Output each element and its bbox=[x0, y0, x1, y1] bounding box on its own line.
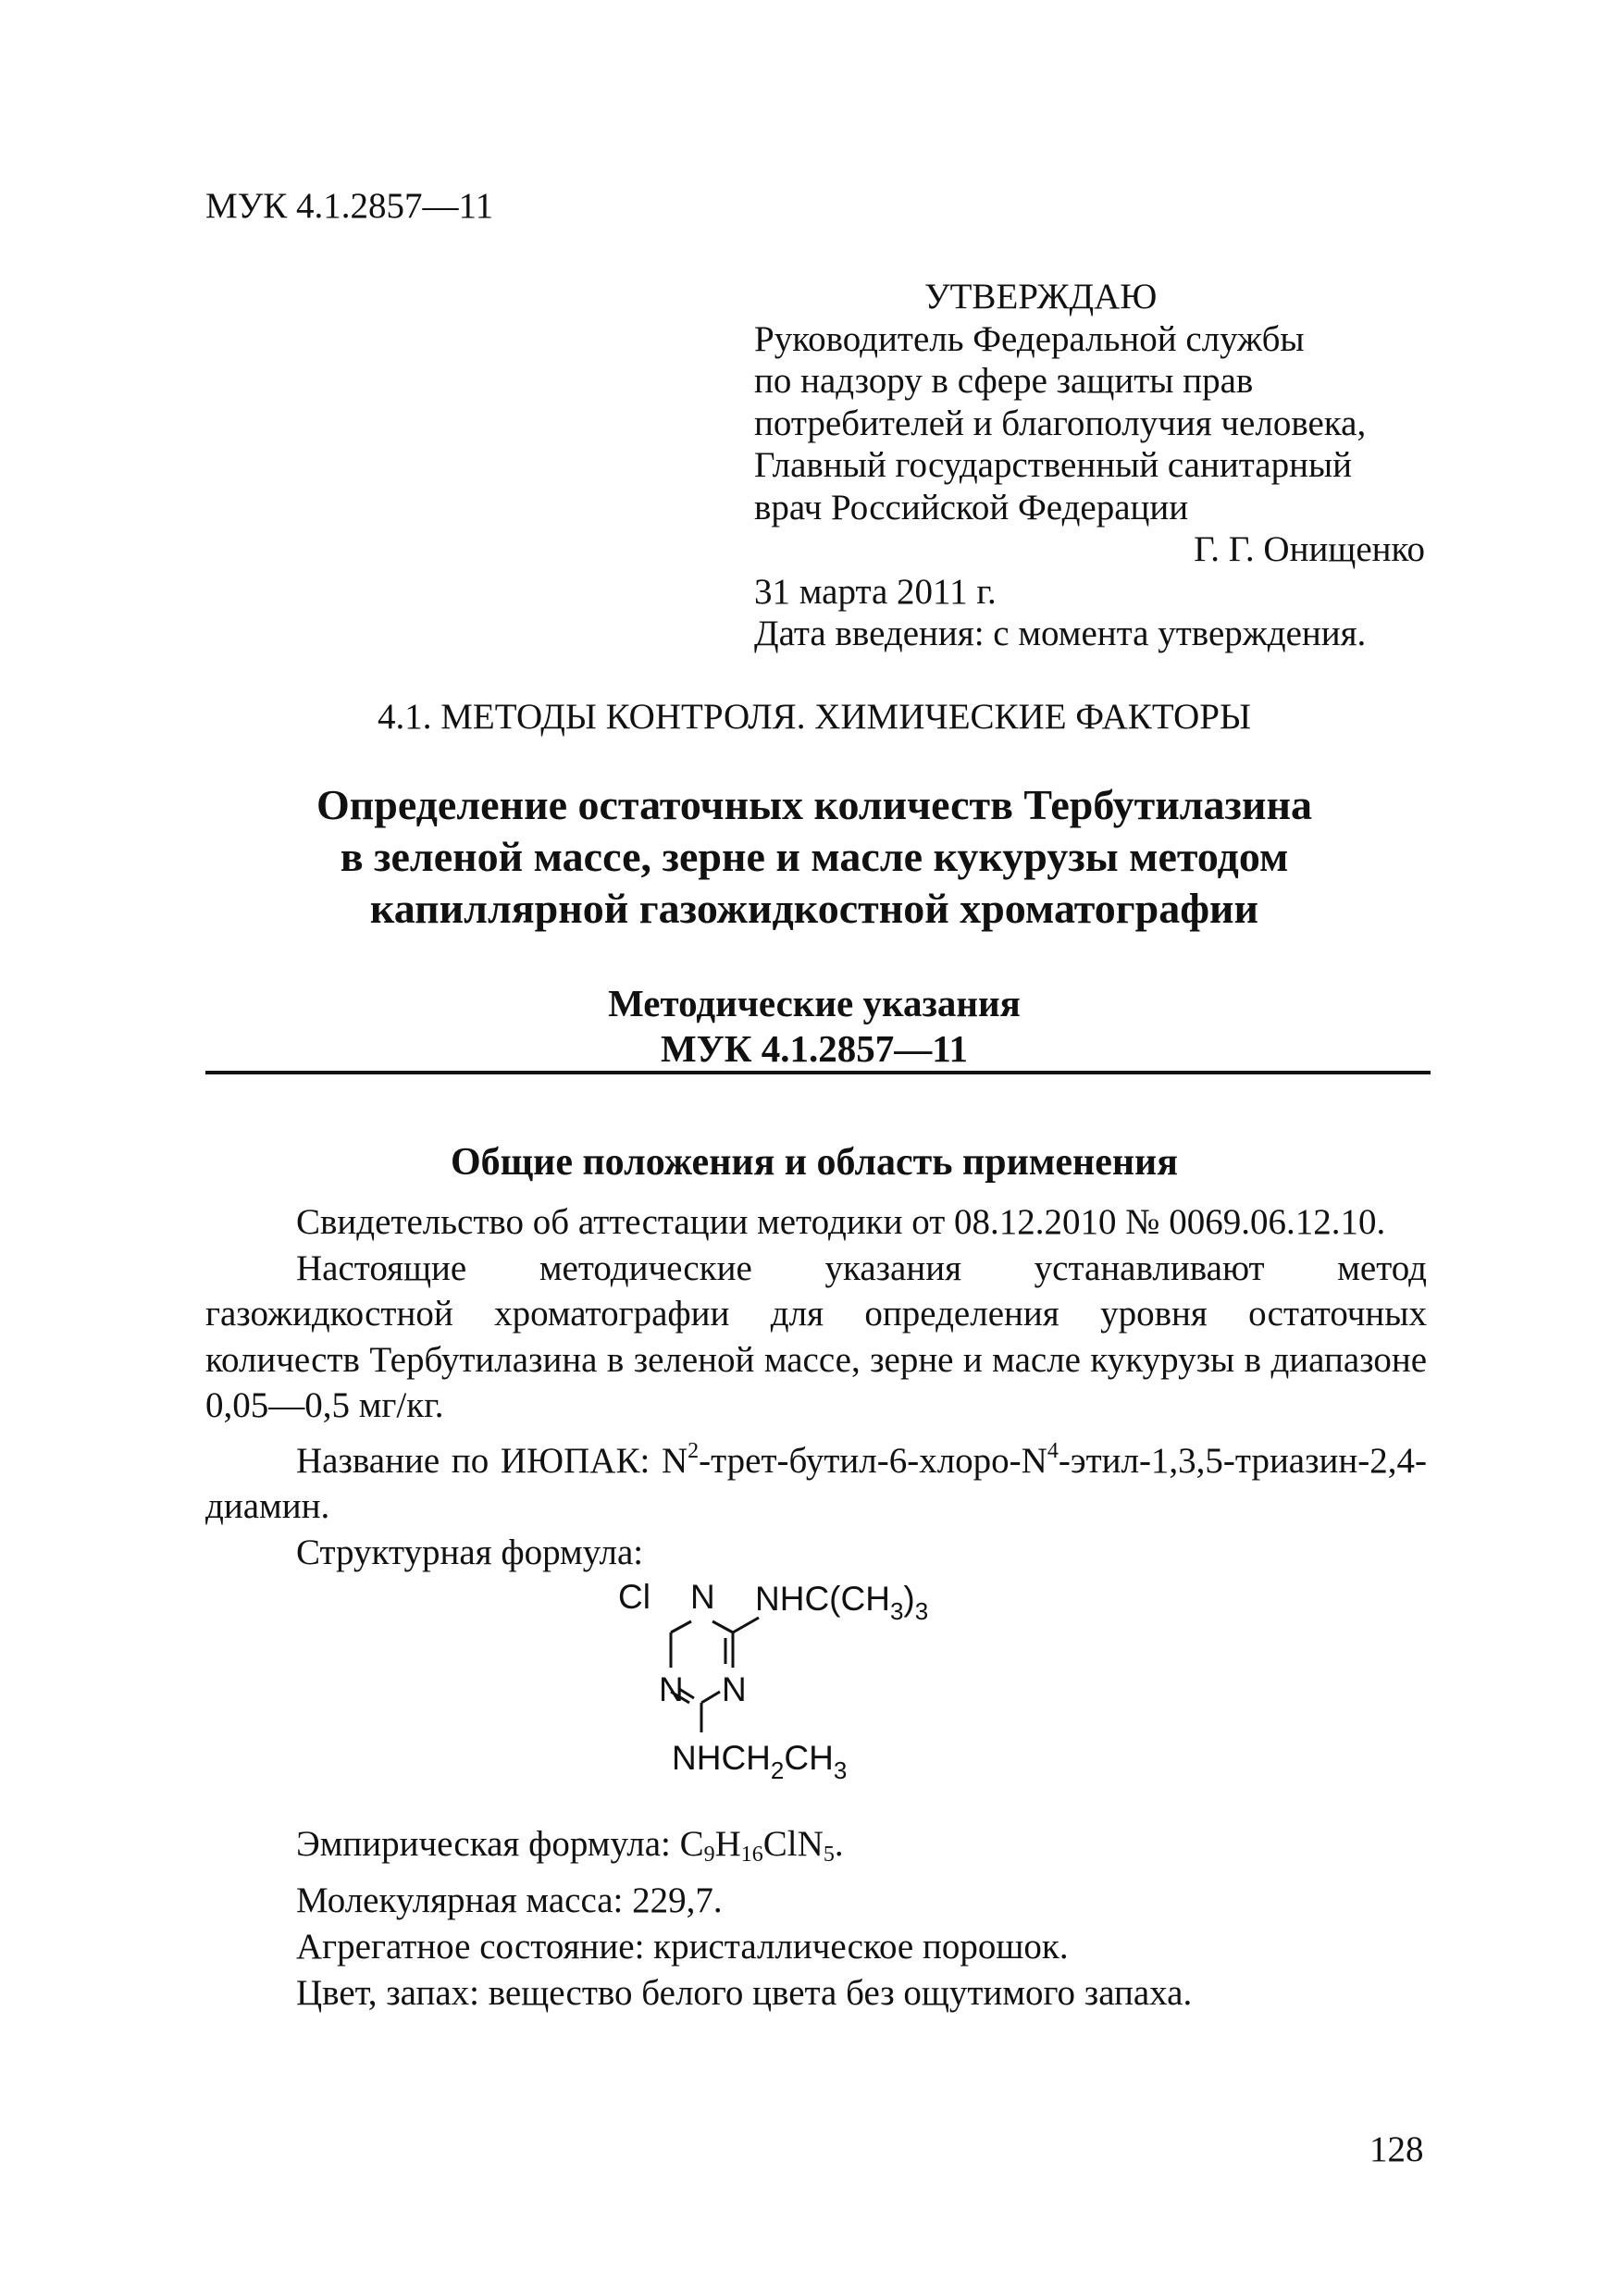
approval-line: по надзору в сфере защиты прав bbox=[754, 361, 1254, 401]
structure-label: Структурная формула: bbox=[296, 1532, 644, 1572]
document-title bbox=[204, 779, 1425, 935]
iupac-n2: N bbox=[1021, 1440, 1047, 1481]
page-number: 128 bbox=[1369, 2129, 1424, 2169]
color-odor: Цвет, запах: вещество белого цвета без ощутимого запаха. bbox=[296, 1973, 1193, 2013]
iupac-n1: N bbox=[661, 1440, 688, 1481]
title-divider bbox=[205, 1071, 1431, 1074]
empirical-formula-label: Эмпирическая формула: bbox=[296, 1824, 671, 1864]
formula-clN: ClN bbox=[762, 1824, 824, 1864]
title-line: капиллярной газожидкостной хроматографии bbox=[369, 885, 1259, 932]
iupac-label: Название по ИЮПАК: bbox=[296, 1440, 650, 1481]
substance-properties bbox=[296, 1821, 1192, 2017]
tert-butylamino-sub2: 3 bbox=[914, 1597, 929, 1625]
ring-nitrogen-top: N bbox=[690, 1578, 715, 1616]
approval-line: Главный государственный санитарный bbox=[754, 445, 1353, 485]
ring-nitrogen-right: N bbox=[722, 1670, 747, 1708]
ethylamino-group bbox=[672, 1739, 847, 1784]
ring-nitrogen-left: N bbox=[659, 1670, 684, 1708]
document-type-label: Методические указания bbox=[608, 982, 1021, 1024]
formula-carbon: C bbox=[679, 1824, 704, 1864]
introduction-date: Дата введения: с момента утверждения. bbox=[754, 614, 1367, 653]
signer-name: Г. Г. Онищенко bbox=[1194, 529, 1425, 569]
scope-paragraph: Настоящие методические указания устанавливают метод газожидкостной хроматографии для определения уровня остаточных количеств Тербутилазина в зеленой массе, зерне и масле кукурузы в диапазоне 0,05—0,5 мг/кг. bbox=[205, 1247, 1427, 1425]
formula-period: . bbox=[834, 1824, 844, 1864]
document-type-code: МУК 4.1.2857—11 bbox=[660, 1027, 968, 1070]
iupac-sup2: 4 bbox=[1047, 1438, 1059, 1463]
iupac-sup1: 2 bbox=[688, 1438, 700, 1463]
general-section-body bbox=[205, 1199, 1427, 1575]
section-header: 4.1. МЕТОДЫ КОНТРОЛЯ. ХИМИЧЕСКИЕ ФАКТОРЫ bbox=[378, 697, 1251, 737]
approval-block bbox=[754, 276, 1425, 655]
tert-butylamino-base: NHC(CH bbox=[755, 1580, 890, 1618]
ethylamino-sub1: 2 bbox=[770, 1756, 785, 1784]
approve-word: УТВЕРЖДАЮ bbox=[924, 277, 1158, 316]
empirical-formula bbox=[296, 1821, 1192, 1878]
certificate-paragraph: Свидетельство об аттестации методики от 08.12.2010 № 0069.06.12.10. bbox=[296, 1202, 1386, 1242]
approval-line: Руководитель Федеральной службы bbox=[754, 318, 1305, 359]
title-line: в зеленой массе, зерне и масле кукурузы методом bbox=[340, 833, 1289, 880]
formula-carbon-count: 9 bbox=[703, 1843, 715, 1867]
general-section-heading: Общие положения и область применения bbox=[451, 1141, 1178, 1184]
aggregate-state: Агрегатное состояние: кристаллическое порошок. bbox=[296, 1927, 1069, 1967]
document-type bbox=[204, 981, 1425, 1072]
iupac-mid: -трет-бутил-6-хлоро- bbox=[699, 1440, 1022, 1481]
approval-date: 31 марта 2011 г. bbox=[754, 571, 997, 612]
ethylamino-b: CH bbox=[784, 1739, 834, 1777]
chlorine-atom-label: Cl bbox=[618, 1578, 650, 1616]
approval-line: потребителей и благополучия человека, bbox=[754, 403, 1367, 443]
document-code-header: МУК 4.1.2857—11 bbox=[205, 186, 494, 226]
tert-butylamino-sub1: 3 bbox=[889, 1597, 904, 1625]
ethylamino-a: NHCH bbox=[672, 1739, 771, 1777]
title-line: Определение остаточных количеств Тербутилазина bbox=[316, 781, 1312, 828]
molar-mass: Молекулярная масса: 229,7. bbox=[296, 1880, 723, 1920]
tert-butylamino-close: ) bbox=[903, 1580, 915, 1618]
tert-butylamino-group bbox=[755, 1580, 928, 1625]
formula-hydrogen-count: 16 bbox=[740, 1843, 763, 1867]
formula-nitrogen-count: 5 bbox=[823, 1843, 835, 1867]
structural-formula bbox=[583, 1564, 1064, 1805]
ethylamino-sub2: 3 bbox=[833, 1756, 848, 1784]
formula-hydrogen: H bbox=[714, 1824, 741, 1864]
iupac-paragraph bbox=[205, 1429, 1427, 1530]
iupac-end: -этил-1,3,5-триазин-2,4-диамин. bbox=[205, 1440, 1427, 1526]
approval-line: врач Российской Федерации bbox=[754, 487, 1189, 527]
